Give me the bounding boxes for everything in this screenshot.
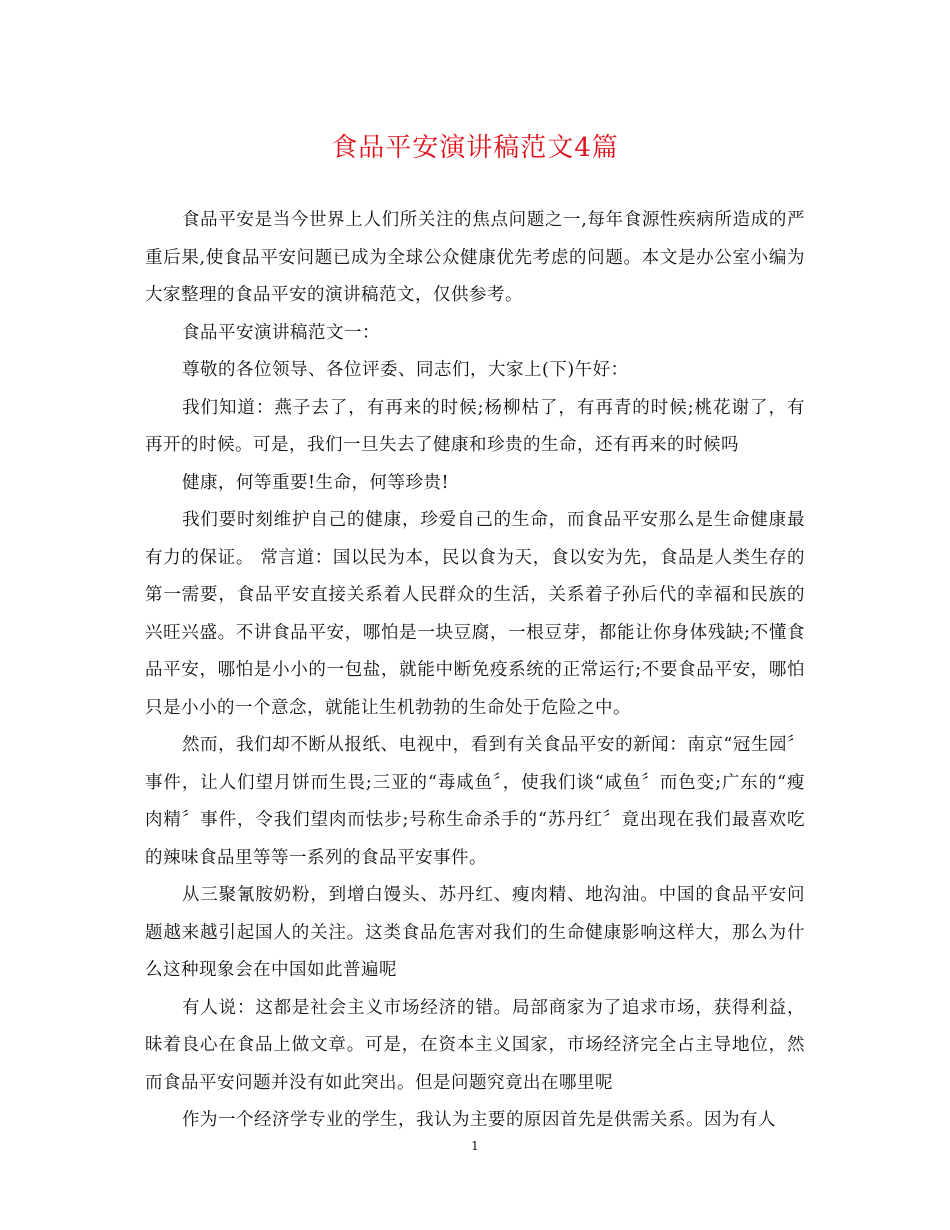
paragraph-news-events: 然而，我们却不断从报纸、电视中，看到有关食品平安的新闻：南京“冠生园〞事件，让人们望月饼而生畏;三亚的“毒咸鱼〞，使我们谈“咸鱼〞而色变;广东的“瘦肉精〞事件，令我们望肉而怯步;号称生命杀手的“苏丹红〞竟出现在我们最喜欢吃的辣味食品里等等一系列的食品平安事件。 <box>145 735 805 868</box>
paragraph-section-heading: 食品平安演讲稿范文一： <box>182 322 380 343</box>
paragraph-melamine: 从三聚氰胺奶粉，到增白馒头、苏丹红、瘦肉精、地沟油。中国的食品平安问题越来越引起国人的关注。这类食品危害对我们的生命健康影响这样大，那么为什么这种现象会在中国如此普遍呢 <box>145 885 805 980</box>
document-body <box>145 202 805 1140</box>
paragraph-food-safety-importance: 我们要时刻维护自己的健康，珍爱自己的生命，而食品平安那么是生命健康最有力的保证。 常言道：国以民为本，民以食为天，食以安为先，食品是人类生存的第一需要，食品平安直接关系着人民群众的生活，关系着子孙后代的幸福和民族的兴旺兴盛。不讲食品平安，哪怕是一块豆腐，一根豆芽，都能让你身体残缺;不懂食品平安，哪怕是小小的一包盐，就能中断免疫系统的正常运行;不要食品平安，哪怕只是小小的一个意念，就能让生机勃勃的生命处于危险之中。 <box>145 510 805 718</box>
paragraph-greeting: 尊敬的各位领导、各位评委、同志们，大家上(下)午好： <box>182 360 629 380</box>
paragraph-health: 健康，何等重要!生命，何等珍贵! <box>182 472 450 493</box>
paragraph-market-economy: 有人说：这都是社会主义市场经济的错。局部商家为了追求市场，获得利益，昧着良心在食品上做文章。可是，在资本主义国家，市场经济完全占主导地位，然而食品平安问题并没有如此突出。但是问题究竟出在哪里呢 <box>145 997 805 1093</box>
paragraph-intro: 食品平安是当今世界上人们所关注的焦点问题之一,每年食源性疾病所造成的严重后果,使食品平安问题已成为全球公众健康优先考虑的问题。本文是办公室小编为大家整理的食品平安的演讲稿范文，仅供参考。 <box>145 210 805 305</box>
document-title: 食品平安演讲稿范文4篇 <box>331 133 619 163</box>
paragraph-swallows: 我们知道：燕子去了，有再来的时候;杨柳枯了，有再青的时候;桃花谢了，有再开的时候。可是，我们一旦失去了健康和珍贵的生命，还有再来的时候吗 <box>145 397 805 455</box>
page-number: 1 <box>471 1139 479 1153</box>
paragraph-economics-student: 作为一个经济学专业的学生，我认为主要的原因首先是供需关系。因为有人 <box>182 1110 776 1130</box>
